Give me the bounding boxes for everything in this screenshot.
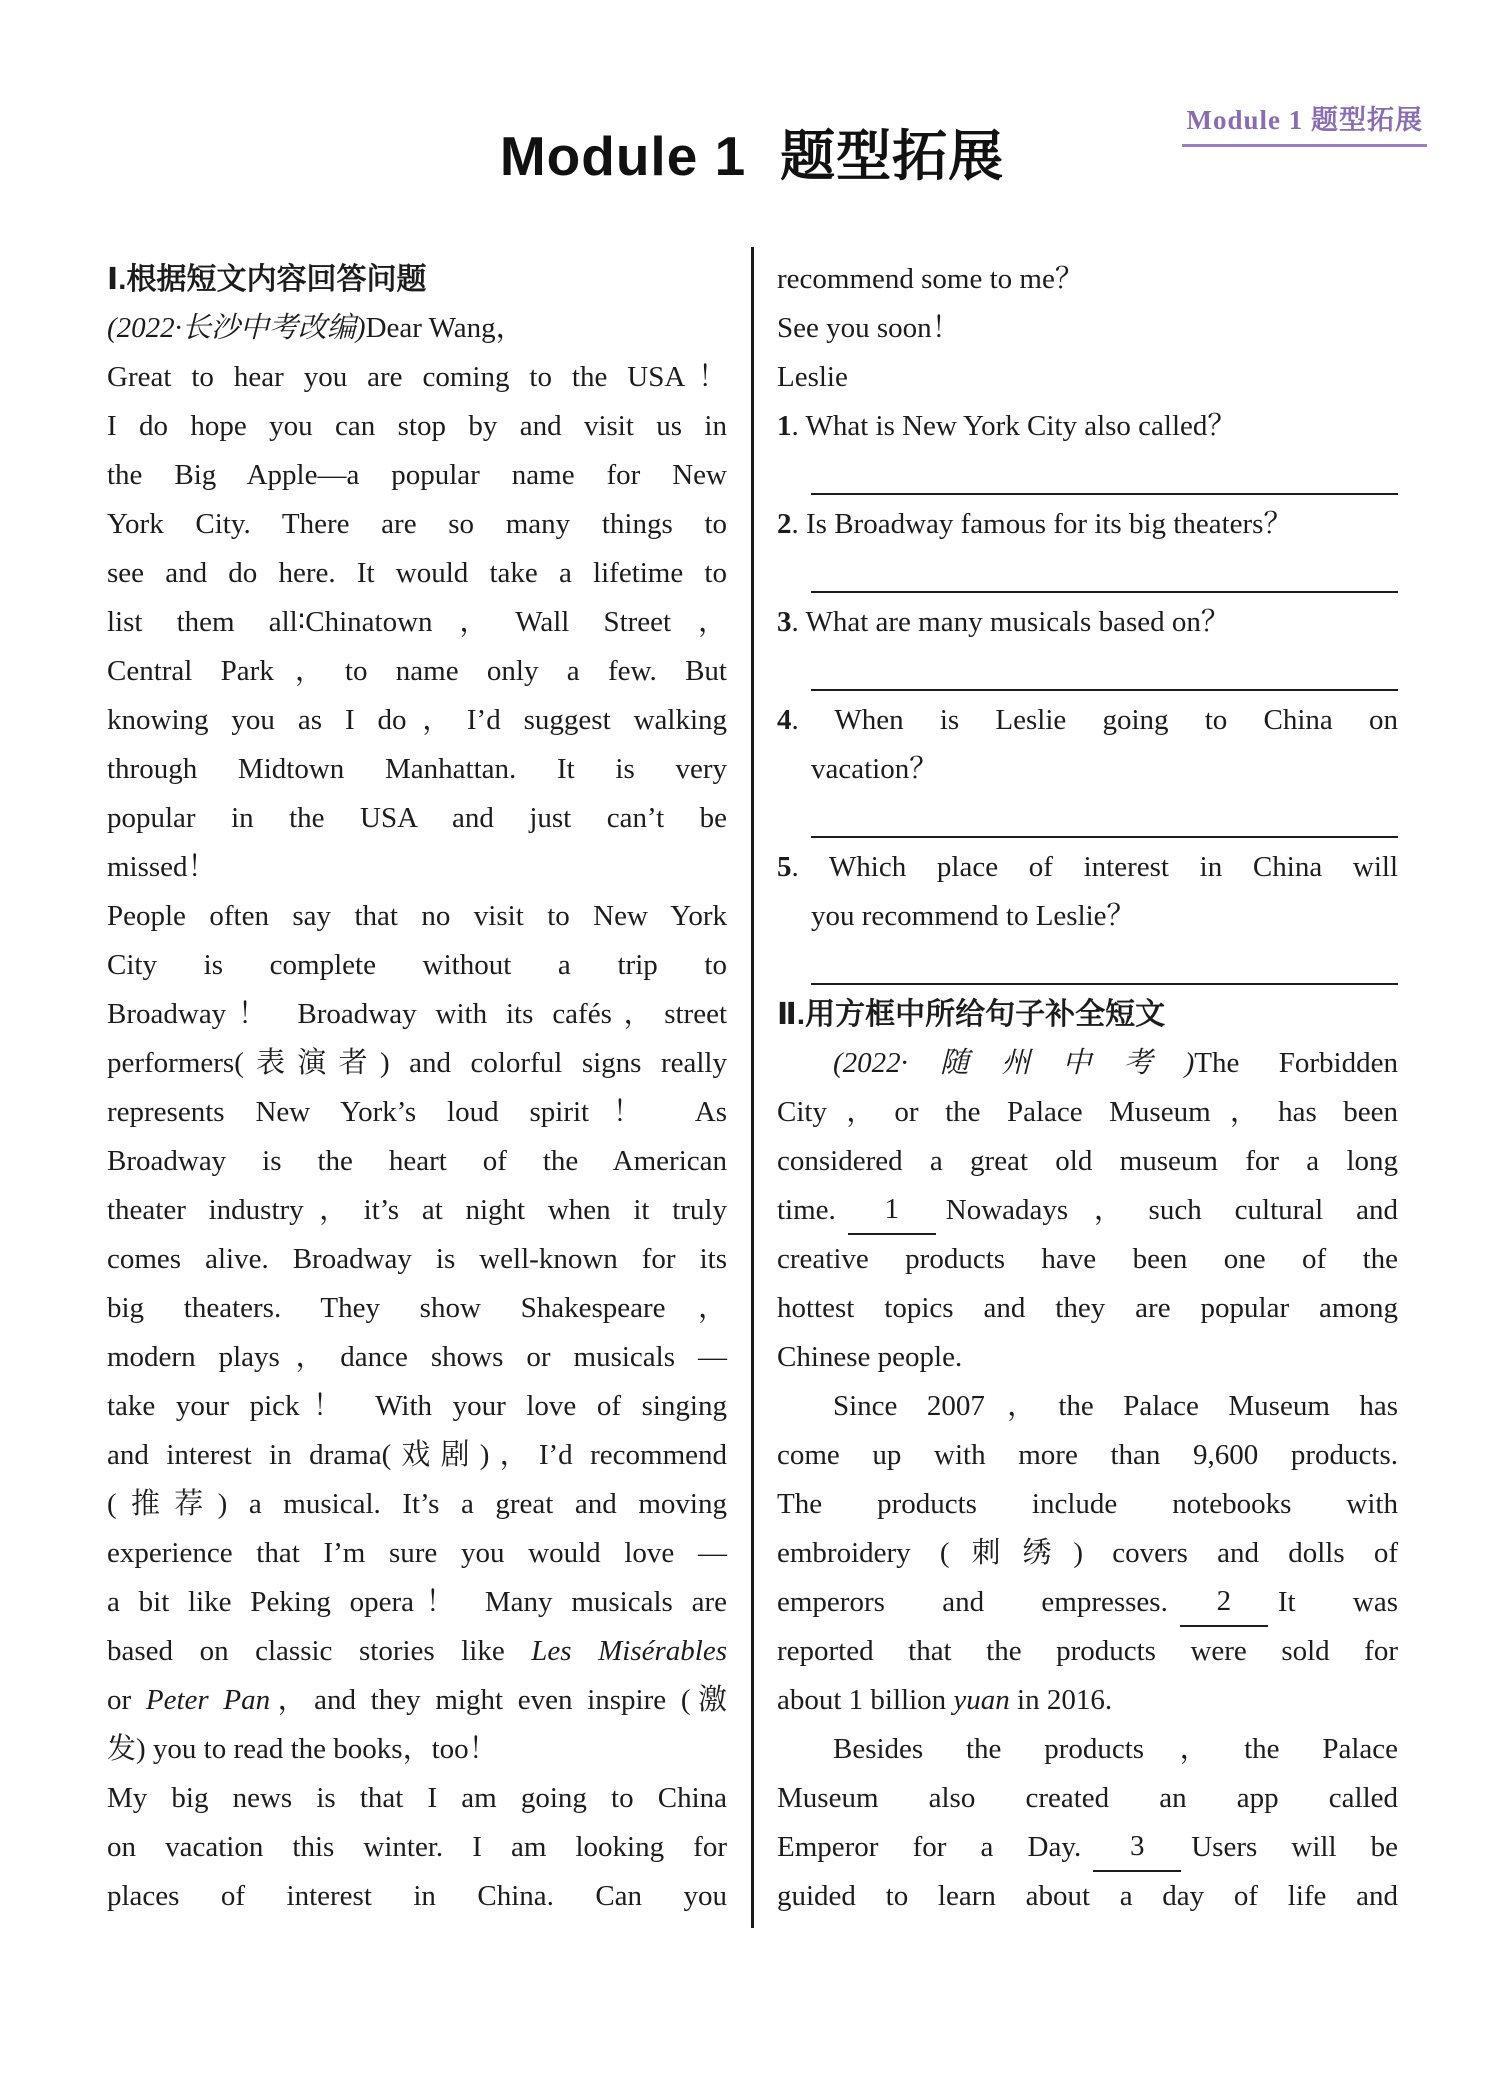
text-line: you recommend to Leslie？	[811, 900, 1136, 932]
text-line: a bit like Peking opera！ Many musicals are	[107, 1586, 727, 1618]
text-line: 1. What is New York City also called？	[777, 410, 1237, 442]
text-line: hottest topics and they are popular among	[777, 1292, 1398, 1324]
text-line: Museum also created an app called	[777, 1782, 1398, 1814]
text-line: Besides the products，the Palace	[833, 1733, 1398, 1765]
text-line: guided to learn about a day of life and	[777, 1880, 1398, 1912]
question-number: 1	[777, 410, 792, 442]
text-line: City，or the Palace Museum，has been	[777, 1096, 1398, 1128]
right-column	[777, 255, 1398, 1921]
italic-text: Les Misérables	[531, 1635, 727, 1667]
text-line: recommend some to me？	[777, 263, 1084, 295]
text-line: see and do here. It would take a lifetime to	[107, 557, 727, 589]
text-line: take your pick！ With your love of singing	[107, 1390, 727, 1422]
text-line: comes alive. Broadway is well-known for its	[107, 1243, 727, 1275]
left-column	[107, 255, 727, 1921]
text-line: knowing you as I do，I’d suggest walking	[107, 704, 727, 736]
text-line: represents New York’s loud spirit！ As	[107, 1096, 727, 1128]
text-line: Central Park，to name only a few. But	[107, 655, 727, 687]
text-line: York City. There are so many things to	[107, 508, 727, 540]
text-line: the Big Apple—a popular name for New	[107, 459, 727, 491]
answer-blank-line	[777, 941, 1398, 990]
text-line: Chinese people.	[777, 1341, 963, 1373]
numbered-blank: 2	[1180, 1581, 1268, 1627]
numbered-blank: 1	[848, 1189, 936, 1235]
page-title-module: Module 1	[499, 125, 747, 187]
answer-blank-line	[777, 451, 1398, 500]
text-line: creative products have been one of the	[777, 1243, 1398, 1275]
text-line: through Midtown Manhattan. It is very	[107, 753, 727, 785]
text-line: City is complete without a trip to	[107, 949, 727, 981]
text-line: Since 2007，the Palace Museum has	[833, 1390, 1398, 1422]
text-line: theater industry，it’s at night when it truly	[107, 1194, 727, 1226]
text-line: come up with more than 9,600 products.	[777, 1439, 1398, 1471]
text-line: popular in the USA and just can’t be	[107, 802, 727, 834]
exam-source-text: (2022·随州中考)	[833, 1047, 1195, 1079]
page-title	[0, 112, 1504, 191]
question-number: 3	[777, 606, 792, 638]
text-line: missed！	[107, 851, 217, 883]
text-line: (2022·长沙中考改编)Dear Wang，	[107, 312, 525, 344]
italic-text: Peter Pan	[145, 1684, 271, 1716]
text-line: I do hope you can stop by and visit us in	[107, 410, 727, 442]
answer-underline	[811, 794, 1398, 838]
text-line: See you soon！	[777, 312, 961, 344]
text-line: 5. Which place of interest in China will	[777, 851, 1398, 883]
page-corner-header: Module 1 题型拓展	[1182, 98, 1427, 147]
text-line: time. 1 Nowadays，such cultural and	[777, 1186, 1398, 1235]
numbered-blank: 3	[1093, 1826, 1181, 1872]
page-title-topic: 题型拓展	[780, 125, 1005, 187]
italic-text: yuan	[953, 1684, 1010, 1716]
text-line: considered a great old museum for a long	[777, 1145, 1398, 1177]
question-number: 5	[777, 851, 792, 883]
text-line: embroidery (刺绣) covers and dolls of	[777, 1537, 1398, 1569]
text-line: Great to hear you are coming to the USA！	[107, 361, 727, 393]
text-line: experience that I’m sure you would love —	[107, 1537, 727, 1569]
answer-underline	[811, 451, 1398, 495]
section-heading: Ⅰ.根据短文内容回答问题	[107, 263, 427, 296]
answer-blank-line	[777, 647, 1398, 696]
text-line: People often say that no visit to New York	[107, 900, 727, 932]
text-line: vacation？	[811, 753, 939, 785]
text-line: 3. What are many musicals based on？	[777, 606, 1230, 638]
text-line: or Peter Pan，and they might even inspire (激	[107, 1684, 727, 1716]
column-divider-rule	[751, 247, 754, 1928]
text-line: about 1 billion yuan in 2016.	[777, 1684, 1113, 1716]
text-line: and interest in drama(戏剧)，I’d recommend	[107, 1439, 727, 1471]
answer-underline	[811, 941, 1398, 985]
text-line: 4. When is Leslie going to China on	[777, 704, 1398, 736]
text-line: 发) you to read the books，too！	[107, 1733, 498, 1765]
text-line: (推荐) a musical. It’s a great and moving	[107, 1488, 727, 1520]
text-line: reported that the products were sold for	[777, 1635, 1398, 1667]
text-line: Broadway！ Broadway with its cafés，street	[107, 998, 727, 1030]
answer-underline	[811, 647, 1398, 691]
text-line: 2. Is Broadway famous for its big theaters？	[777, 508, 1293, 540]
text-line: The products include notebooks with	[777, 1488, 1398, 1520]
answer-underline	[811, 549, 1398, 593]
answer-blank-line	[777, 549, 1398, 598]
text-line: My big news is that I am going to China	[107, 1782, 727, 1814]
text-line: Broadway is the heart of the American	[107, 1145, 727, 1177]
question-number: 2	[777, 508, 792, 540]
text-line: big theaters. They show Shakespeare，	[107, 1292, 727, 1324]
text-line: places of interest in China. Can you	[107, 1880, 727, 1912]
exam-source-text: (2022·长沙中考改编)	[107, 312, 366, 344]
text-line: modern plays，dance shows or musicals —	[107, 1341, 727, 1373]
text-line: on vacation this winter. I am looking for	[107, 1831, 727, 1863]
text-line: list them all∶Chinatown，Wall Street，	[107, 606, 727, 638]
text-line: emperors and empresses. 2 It was	[777, 1578, 1398, 1627]
text-line: performers(表演者) and colorful signs really	[107, 1047, 727, 1079]
answer-blank-line	[777, 794, 1398, 843]
two-column-body	[107, 255, 1398, 1921]
section-heading: Ⅱ.用方框中所给句子补全短文	[777, 998, 1166, 1031]
text-line: (2022·随州中考)The Forbidden	[833, 1047, 1398, 1079]
text-line: Emperor for a Day. 3 Users will be	[777, 1823, 1398, 1872]
text-line: based on classic stories like Les Misérables	[107, 1635, 727, 1667]
question-number: 4	[777, 704, 792, 736]
text-line: Leslie	[777, 361, 848, 393]
